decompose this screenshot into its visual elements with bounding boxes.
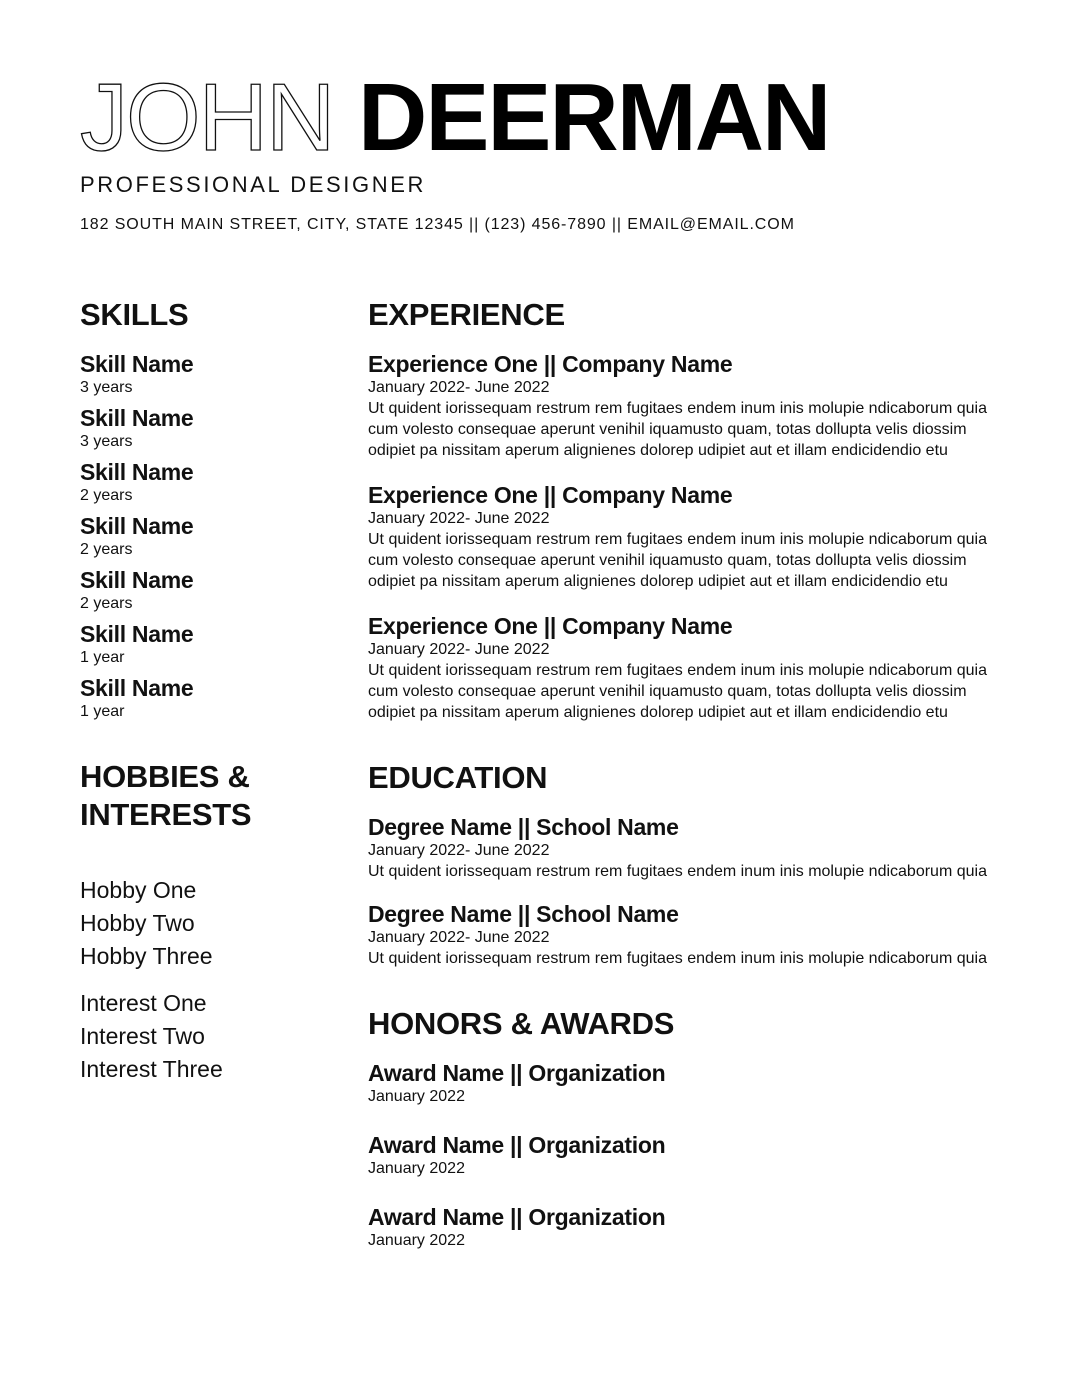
- experience-item: [368, 350, 1018, 461]
- interest-item: Interest Two: [80, 1023, 205, 1049]
- experience-description: Ut quident iorissequam restrum rem fugitaes endem inum inis molupie ndicaborum quia cum volesto consequae aperunt venihil iquamusto quam, totas dollupta velis diossim odipiet pa nissitam aperum alignienes dolorep udipiet aut et illam endicidendio etu: [368, 531, 987, 590]
- last-name: DEERMAN: [358, 64, 830, 171]
- contact-line: 182 SOUTH MAIN STREET, CITY, STATE 12345 || (123) 456-7890 || EMAIL@EMAIL.COM: [80, 216, 795, 233]
- skill-item: [80, 512, 340, 560]
- skills-list: [80, 350, 340, 722]
- education-item: [368, 813, 1018, 882]
- experience-item: [368, 481, 1018, 592]
- skill-years: 3 years: [80, 433, 133, 450]
- left-column: [80, 296, 340, 1086]
- award-title: Award Name || Organization: [368, 1132, 666, 1158]
- experience-item: [368, 612, 1018, 723]
- first-name: JOHN: [80, 64, 334, 171]
- hobbies-heading: [80, 758, 340, 834]
- education-heading: EDUCATION: [368, 760, 548, 795]
- experience-title: Experience One || Company Name: [368, 351, 733, 377]
- skill-years: 2 years: [80, 541, 133, 558]
- interest-item: Interest One: [80, 990, 207, 1016]
- experience-description: Ut quident iorissequam restrum rem fugitaes endem inum inis molupie ndicaborum quia cum volesto consequae aperunt venihil iquamusto quam, totas dollupta velis diossim odipiet pa nissitam aperum alignienes dolorep udipiet aut et illam endicidendio etu: [368, 662, 987, 721]
- education-date: January 2022- June 2022: [368, 929, 550, 946]
- experience-date: January 2022- June 2022: [368, 641, 550, 658]
- awards-list: [368, 1059, 1018, 1251]
- skill-name: Skill Name: [80, 675, 194, 701]
- skill-item: [80, 404, 340, 452]
- award-date: January 2022: [368, 1160, 465, 1177]
- education-date: January 2022- June 2022: [368, 842, 550, 859]
- hobby-item: Hobby Three: [80, 943, 213, 969]
- experience-description: Ut quident iorissequam restrum rem fugitaes endem inum inis molupie ndicaborum quia cum volesto consequae aperunt venihil iquamusto quam, totas dollupta velis diossim odipiet pa nissitam aperum alignienes dolorep udipiet aut et illam endicidendio etu: [368, 400, 987, 459]
- interest-list: [80, 987, 340, 1086]
- experience-heading: EXPERIENCE: [368, 297, 565, 332]
- skill-name: Skill Name: [80, 621, 194, 647]
- skill-item: [80, 350, 340, 398]
- experience-title: Experience One || Company Name: [368, 613, 733, 639]
- skill-name: Skill Name: [80, 351, 194, 377]
- hobbies-heading-line2: INTERESTS: [80, 797, 252, 832]
- skill-item: [80, 566, 340, 614]
- award-title: Award Name || Organization: [368, 1060, 666, 1086]
- interest-item: Interest Three: [80, 1056, 223, 1082]
- skills-heading: SKILLS: [80, 297, 189, 332]
- hobbies-heading-line1: HOBBIES &: [80, 759, 250, 794]
- awards-heading: HONORS & AWARDS: [368, 1006, 675, 1041]
- right-column: [368, 296, 1018, 1251]
- education-description: Ut quident iorissequam restrum rem fugitaes endem inum inis molupie ndicaborum quia: [368, 950, 987, 967]
- hobby-list: [80, 874, 340, 973]
- award-item: [368, 1131, 1018, 1179]
- education-item: [368, 900, 1018, 969]
- skill-item: [80, 674, 340, 722]
- award-title: Award Name || Organization: [368, 1204, 666, 1230]
- award-date: January 2022: [368, 1232, 465, 1249]
- skill-name: Skill Name: [80, 513, 194, 539]
- experience-date: January 2022- June 2022: [368, 379, 550, 396]
- education-title: Degree Name || School Name: [368, 814, 679, 840]
- education-description: Ut quident iorissequam restrum rem fugitaes endem inum inis molupie ndicaborum quia: [368, 863, 987, 880]
- skill-item: [80, 620, 340, 668]
- skill-years: 1 year: [80, 649, 125, 666]
- skill-item: [80, 458, 340, 506]
- skill-years: 2 years: [80, 487, 133, 504]
- hobby-item: Hobby Two: [80, 910, 195, 936]
- experience-title: Experience One || Company Name: [368, 482, 733, 508]
- experience-list: [368, 350, 1018, 723]
- award-item: [368, 1203, 1018, 1251]
- job-title: PROFESSIONAL DESIGNER: [80, 172, 426, 197]
- full-name: [80, 64, 830, 171]
- education-title: Degree Name || School Name: [368, 901, 679, 927]
- skill-years: 3 years: [80, 379, 133, 396]
- education-list: [368, 813, 1018, 969]
- skill-name: Skill Name: [80, 405, 194, 431]
- resume-header: [80, 64, 830, 171]
- award-date: January 2022: [368, 1088, 465, 1105]
- skill-name: Skill Name: [80, 459, 194, 485]
- award-item: [368, 1059, 1018, 1107]
- experience-date: January 2022- June 2022: [368, 510, 550, 527]
- hobby-item: Hobby One: [80, 877, 197, 903]
- skill-name: Skill Name: [80, 567, 194, 593]
- skill-years: 2 years: [80, 595, 133, 612]
- skill-years: 1 year: [80, 703, 125, 720]
